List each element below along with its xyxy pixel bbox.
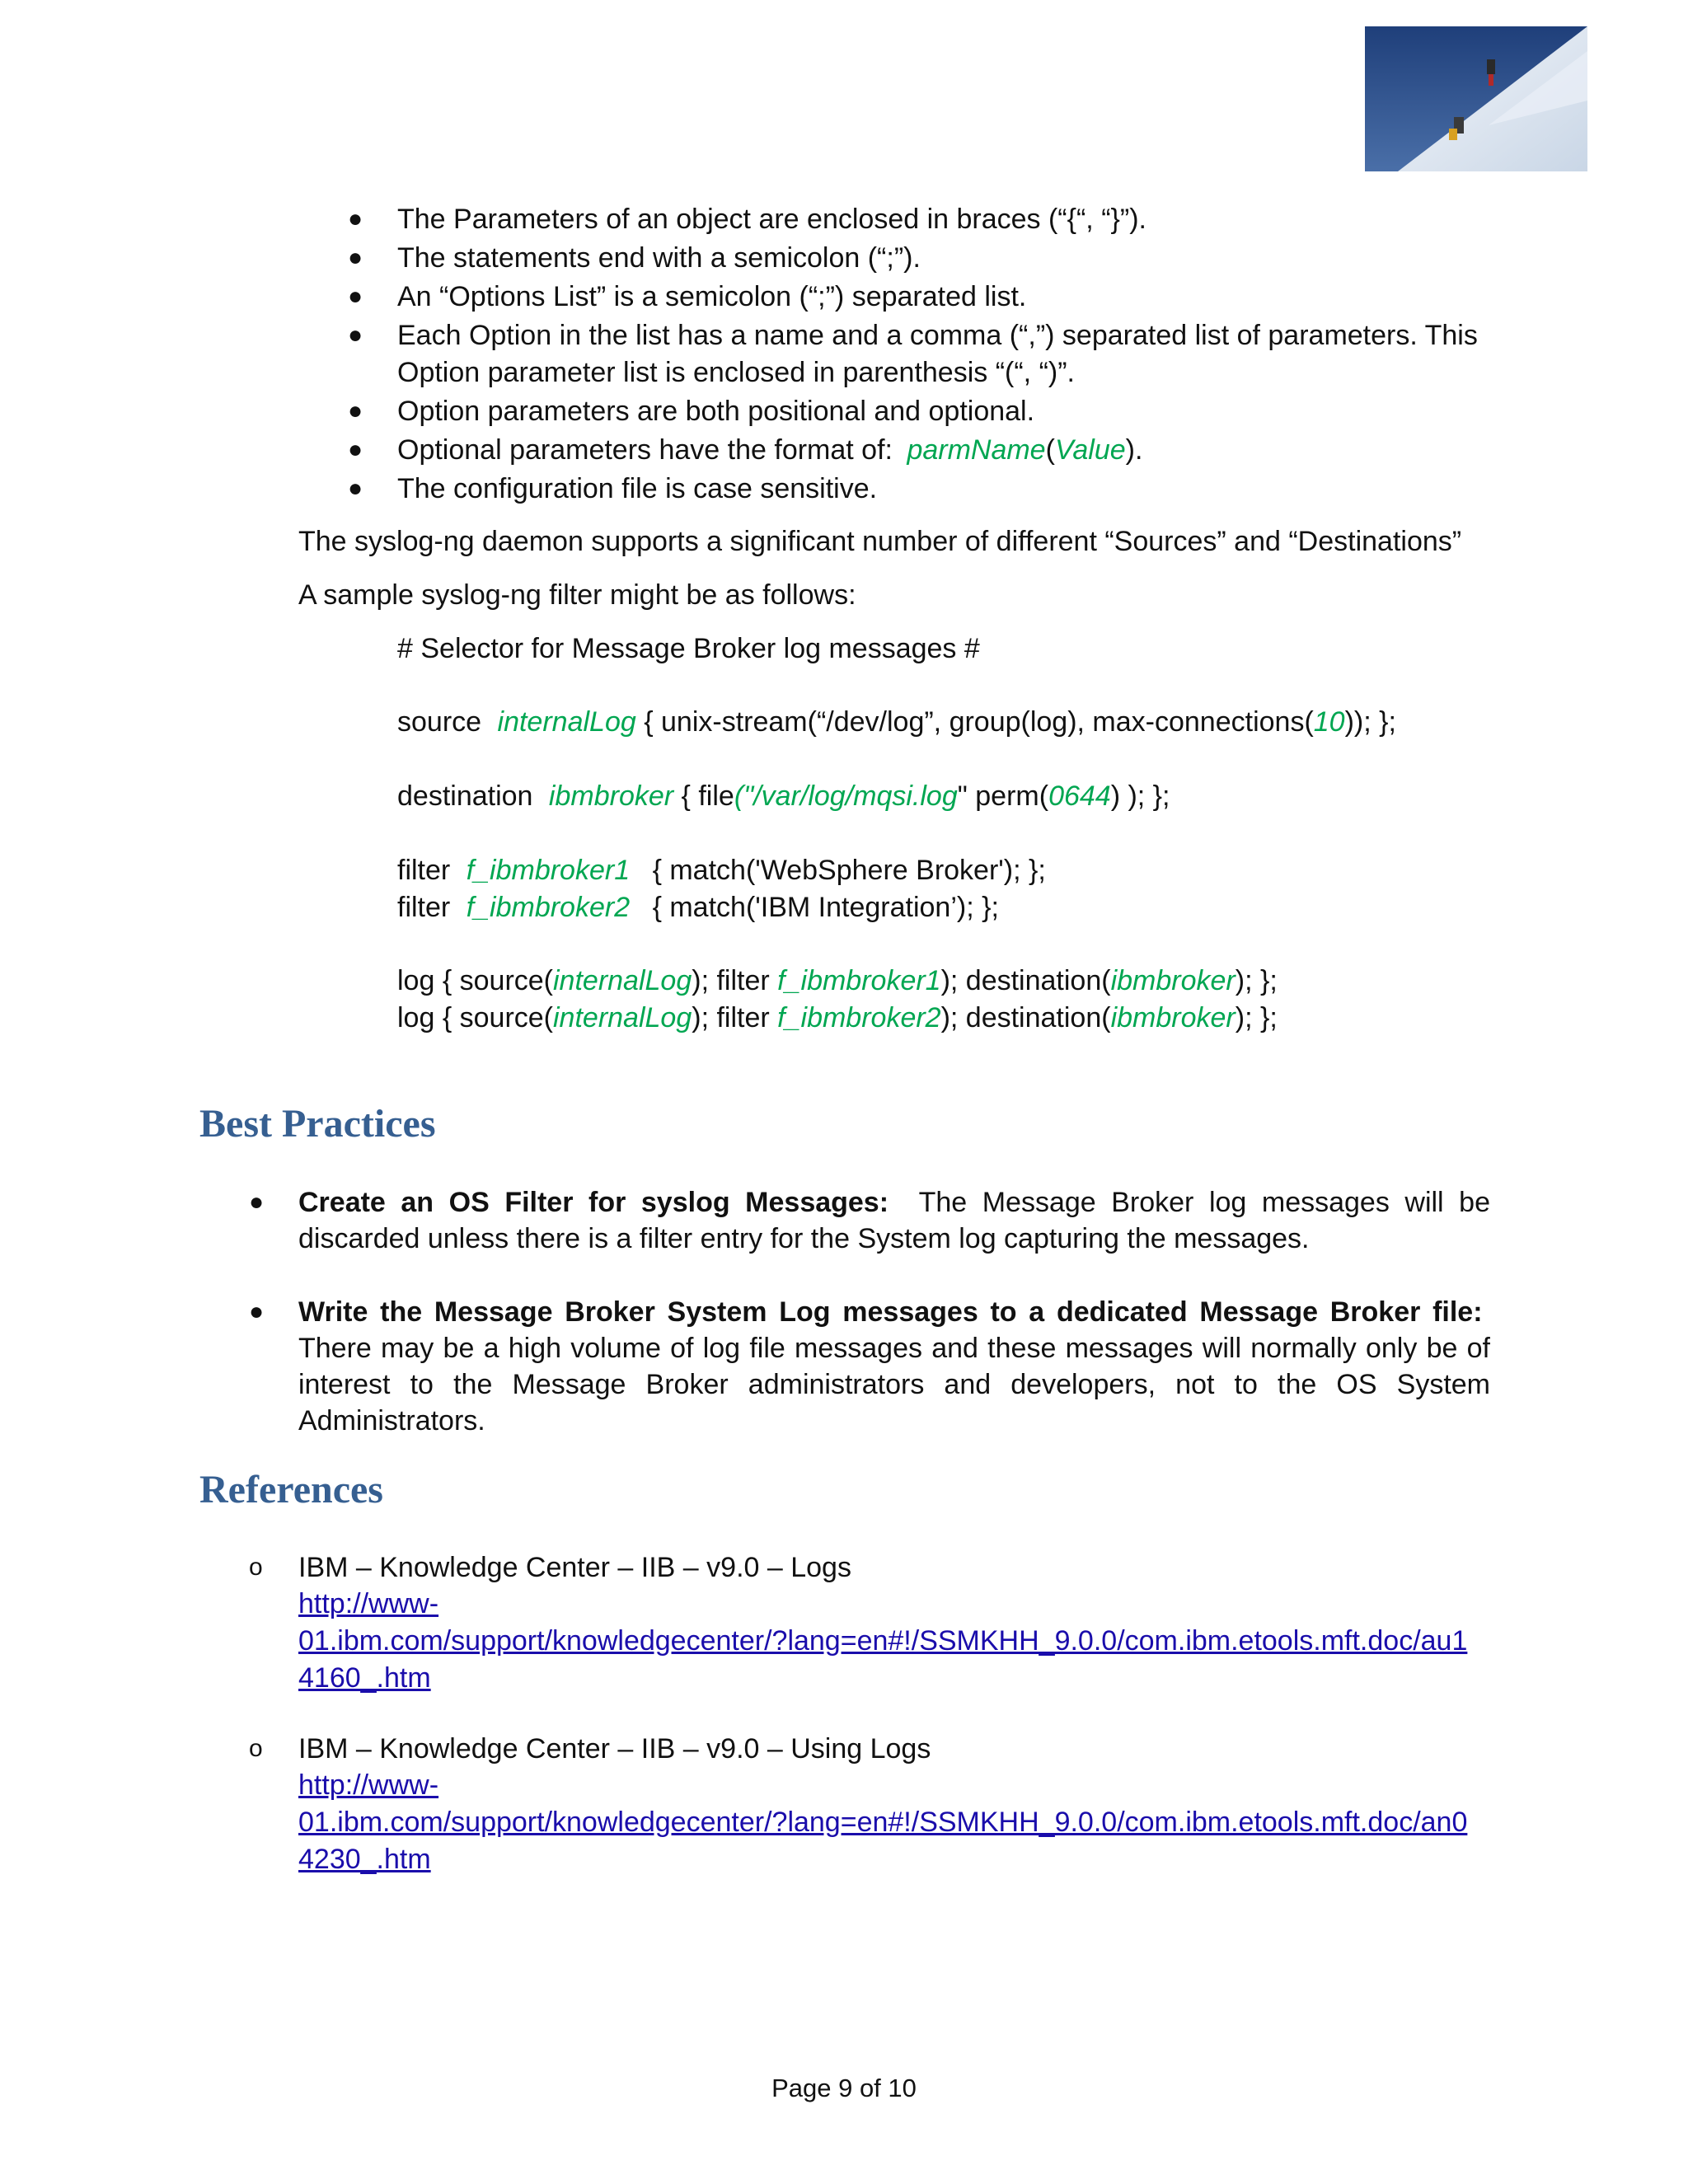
best-practice-text: There may be a high volume of log file messages and these messages will normally only be of interest to the Message Broker administrators and developers, not to the OS System Administrators. <box>298 1333 1490 1436</box>
filter-name: f_ibmbroker1 <box>466 855 631 886</box>
reference-title: IBM – Knowledge Center – IIB – v9.0 – Using Logs <box>298 1733 931 1765</box>
code-text: ); }; <box>1235 965 1278 996</box>
link-line[interactable]: 4230_.htm <box>298 1844 431 1875</box>
filter-name: f_ibmbroker1 <box>777 965 941 996</box>
keyword: filter <box>397 892 451 923</box>
code-text: { unix-stream(“/dev/log”, group(log), max-connections( <box>644 706 1314 738</box>
param-value: Value <box>1054 434 1126 466</box>
best-practice-title: Write the Message Broker System Log messages to a dedicated Message Broker file: <box>298 1296 1483 1328</box>
best-practice-item <box>298 1294 1490 1439</box>
code-text: { file <box>681 780 734 812</box>
source-name: internalLog <box>553 1002 692 1033</box>
best-practices-heading: Best Practices <box>199 1102 436 1146</box>
list-item-continuation: Option parameter list is enclosed in parenthesis “(“, “)”. <box>397 357 1075 388</box>
destination-name: ibmbroker <box>1110 1002 1236 1033</box>
code-destination-line <box>397 778 1170 814</box>
code-number: 10 <box>1313 706 1345 738</box>
code-text: log { source( <box>397 1002 553 1033</box>
destination-name: ibmbroker <box>1110 965 1236 996</box>
best-practice-text: The Message Broker log messages will be discarded unless there is a filter entry for the System log capturing the messages. <box>298 1187 1490 1254</box>
list-item: An “Options List” is a semicolon (“;”) separated list. <box>397 281 1027 312</box>
link-line[interactable]: http://www- <box>298 1588 439 1619</box>
circle-bullet-marker: o <box>249 1554 263 1581</box>
code-text: ); filter <box>692 1002 770 1033</box>
list-item: The Parameters of an object are enclosed in braces (“{“, “}”). <box>397 204 1146 235</box>
list-item: The configuration file is case sensitive. <box>397 473 878 504</box>
reference-title: IBM – Knowledge Center – IIB – v9.0 – Logs <box>298 1552 851 1583</box>
bullet-marker: ● <box>348 475 363 502</box>
code-comment: # Selector for Message Broker log messages # <box>397 633 980 664</box>
filter-name: f_ibmbroker2 <box>777 1002 941 1033</box>
code-text: ); destination( <box>940 965 1111 996</box>
code-text: )); }; <box>1344 706 1396 738</box>
page-number: Page 9 of 10 <box>771 2074 917 2102</box>
source-name: internalLog <box>553 965 692 996</box>
bullet-marker: ● <box>348 397 363 424</box>
reference-link-1[interactable] <box>298 1586 1467 1697</box>
paragraph-sources: The syslog-ng daemon supports a significant number of different “Sources” and “Destinations” <box>298 526 1462 557</box>
code-text: ) ); }; <box>1110 780 1170 812</box>
code-text: " perm( <box>957 780 1049 812</box>
code-text: log { source( <box>397 965 553 996</box>
list-item: The statements end with a semicolon (“;”). <box>397 242 921 274</box>
code-text: ); destination( <box>940 1002 1111 1033</box>
param-name: parmName <box>907 434 1046 466</box>
code-source-line <box>397 704 1396 740</box>
bullet-marker: ● <box>348 321 363 349</box>
list-item: Each Option in the list has a name and a comma (“,”) separated list of parameters. This <box>397 320 1478 351</box>
list-item-text: Optional parameters have the format of: <box>397 434 893 466</box>
paren-open: ( <box>1045 434 1055 466</box>
best-practice-title: Create an OS Filter for syslog Messages: <box>298 1187 889 1218</box>
link-line[interactable]: 01.ibm.com/support/knowledgecenter/?lang=en#!/SSMKHH_9.0.0/com.ibm.etools.mft.doc/au1 <box>298 1625 1468 1657</box>
filter-name: f_ibmbroker2 <box>466 892 631 923</box>
bullet-marker: ● <box>348 244 363 271</box>
paren-close: ). <box>1125 434 1143 466</box>
references-heading: References <box>199 1468 383 1511</box>
code-log-line <box>397 1000 1278 1036</box>
bullet-marker: ● <box>348 283 363 310</box>
circle-bullet-marker: o <box>249 1735 263 1762</box>
destination-name: ibmbroker <box>548 780 674 812</box>
bullet-marker: ● <box>348 436 363 463</box>
bullet-marker: ● <box>249 1298 265 1325</box>
list-item: Option parameters are both positional and optional. <box>397 396 1035 427</box>
keyword: source <box>397 706 482 738</box>
paragraph-sample-intro: A sample syslog-ng filter might be as follows: <box>298 579 856 611</box>
code-filter-line <box>397 889 999 926</box>
keyword: filter <box>397 855 451 886</box>
list-item <box>397 432 1142 468</box>
code-text: { match('IBM Integration’); }; <box>652 892 999 923</box>
code-log-line <box>397 963 1278 999</box>
source-name: internalLog <box>497 706 636 738</box>
keyword: destination <box>397 780 533 812</box>
code-text: { match('WebSphere Broker'); }; <box>652 855 1046 886</box>
link-line[interactable]: 01.ibm.com/support/knowledgecenter/?lang=en#!/SSMKHH_9.0.0/com.ibm.etools.mft.doc/an0 <box>298 1807 1468 1838</box>
bullet-marker: ● <box>348 205 363 232</box>
link-line[interactable]: 4160_.htm <box>298 1662 431 1694</box>
file-path: ("/var/log/mqsi.log <box>734 780 958 812</box>
code-number: 0644 <box>1048 780 1111 812</box>
reference-link-2[interactable] <box>298 1767 1467 1878</box>
best-practice-item <box>298 1184 1490 1257</box>
code-text: ); filter <box>692 965 770 996</box>
link-line[interactable]: http://www- <box>298 1769 439 1801</box>
code-text: ); }; <box>1235 1002 1278 1033</box>
bullet-marker: ● <box>249 1188 265 1216</box>
header-climber-image <box>1365 26 1587 171</box>
code-filter-line <box>397 852 1046 888</box>
